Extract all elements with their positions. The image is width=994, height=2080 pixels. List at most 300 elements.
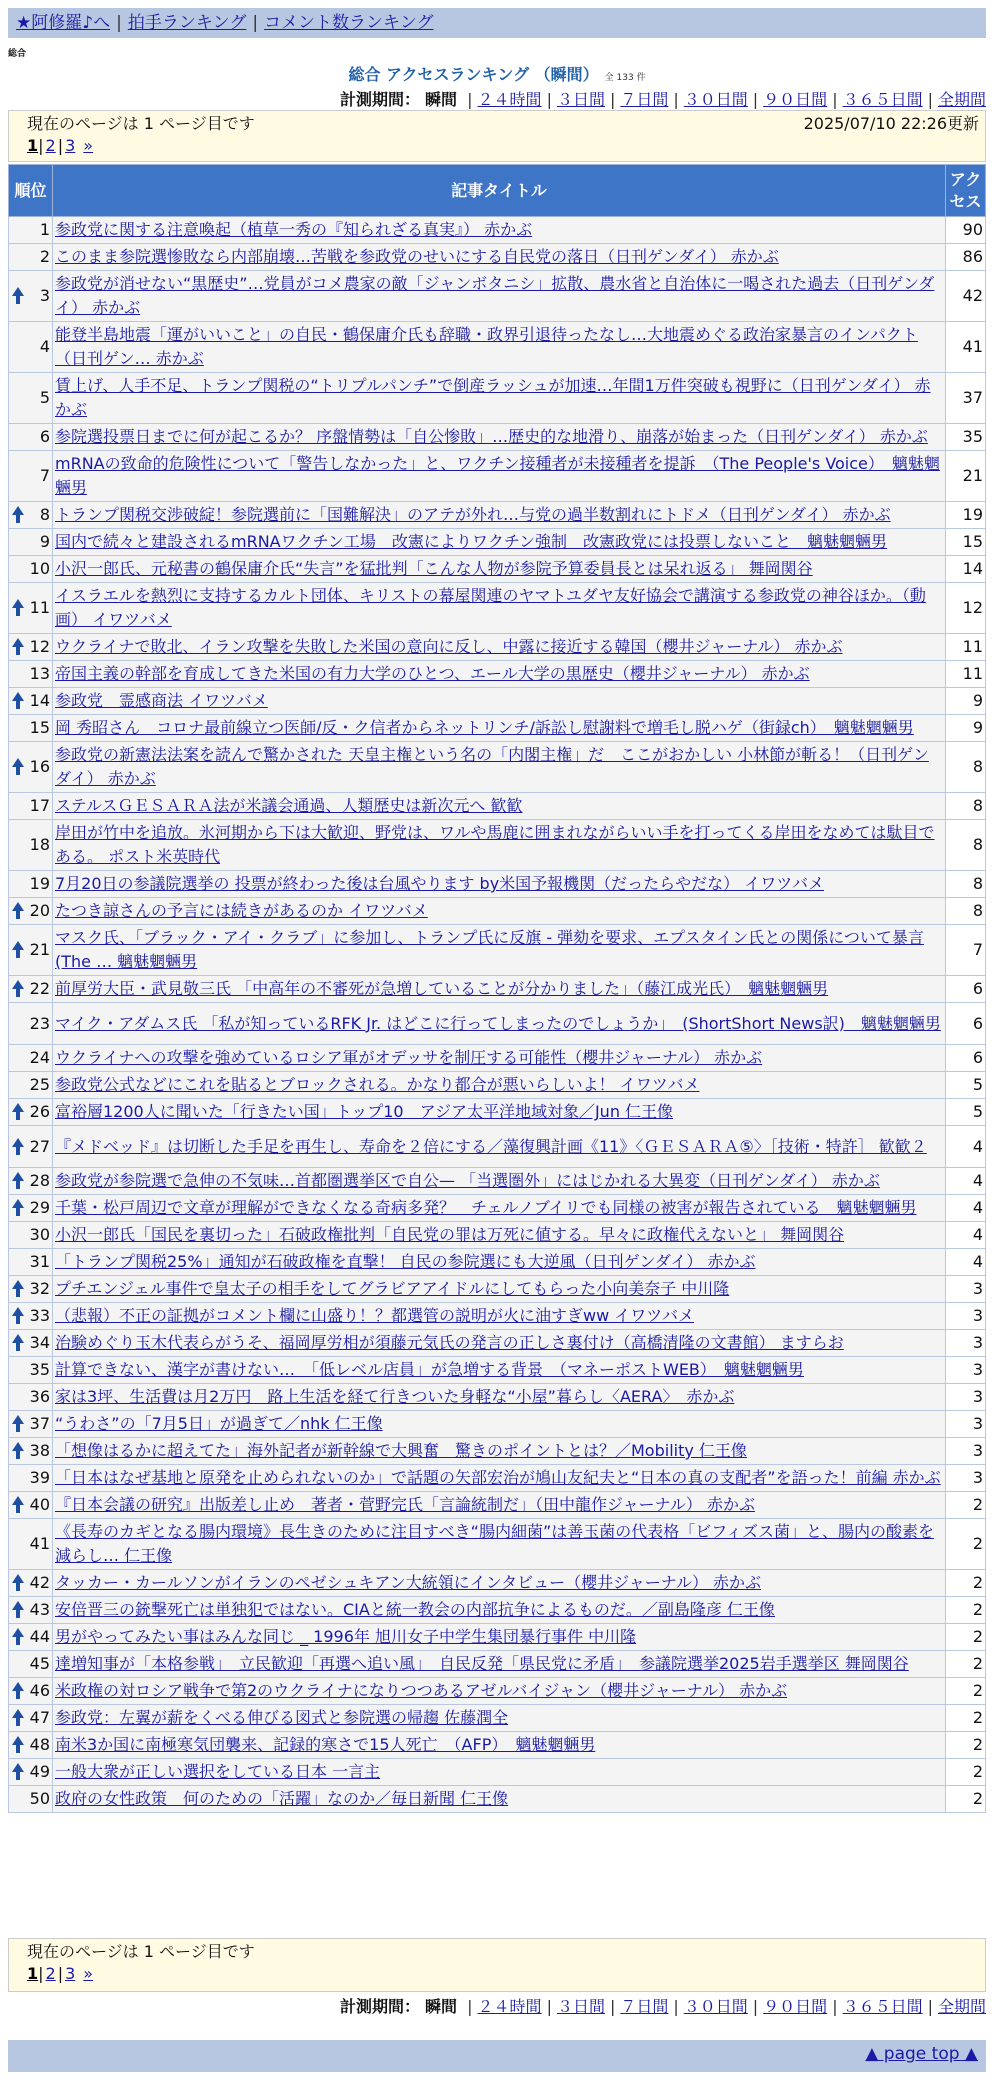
rank-number: 32	[29, 1279, 50, 1298]
rank-number: 11	[29, 598, 50, 617]
page-info-box	[8, 110, 986, 162]
rank-number: 10	[29, 559, 50, 578]
access-count: 4	[946, 1222, 986, 1249]
rank-cell	[9, 715, 53, 742]
rank-up-arrow-icon	[12, 1103, 24, 1121]
rank-cell	[9, 742, 53, 793]
access-count: 2	[946, 1705, 986, 1732]
title-cell	[53, 583, 946, 634]
rank-up-arrow-icon	[12, 599, 24, 617]
title-cell	[53, 1072, 946, 1099]
article-link[interactable]: 『日本会議の研究』出版差し止め 著者・菅野完氏「言論統制だ」（田中龍作ジャーナル） 赤かぶ	[55, 1495, 755, 1514]
rank-number: 34	[29, 1333, 50, 1352]
rank-number: 27	[29, 1136, 50, 1156]
page-title-text: 総合 アクセスランキング （瞬間）	[348, 65, 599, 84]
article-link[interactable]: 千葉・松戸周辺で文章が理解ができなくなる奇病多発？ チェルノブイリでも同様の被害が報告されている 魑魅魍魎男	[55, 1198, 917, 1217]
rank-number: 40	[29, 1495, 50, 1514]
title-cell	[53, 634, 946, 661]
article-link[interactable]: 一般大衆が正しい選択をしている日本 一言主	[55, 1762, 381, 1781]
table-row	[9, 742, 986, 793]
article-link[interactable]: トランプ関税交渉破綻！参院選前に「国難解決」のアテが外れ…与党の過半数割れにトドメ（日刊ゲンダイ） 赤かぶ	[55, 505, 891, 524]
title-cell	[53, 820, 946, 871]
rank-cell	[9, 1438, 53, 1465]
table-row	[9, 556, 986, 583]
rank-up-arrow-icon	[12, 1138, 24, 1156]
table-row	[9, 244, 986, 271]
access-count: 8	[946, 793, 986, 820]
access-count: 8	[946, 820, 986, 871]
rank-number: 42	[29, 1573, 50, 1592]
table-row	[9, 1222, 986, 1249]
rank-number: 46	[29, 1681, 50, 1700]
rank-up-arrow-icon	[12, 1442, 24, 1460]
article-link[interactable]: 《長寿のカギとなる腸内環境》長生きのために注目すべき“腸内細菌”は善玉菌の代表格「ビフィズス菌」と、腸内の酸素を減らし… 仁王像	[55, 1522, 934, 1565]
period-separator: |	[546, 1997, 552, 2016]
table-row	[9, 1126, 986, 1168]
article-link[interactable]: 参政党に関する注意喚起（植草一秀の『知られざる真実』） 赤かぶ	[55, 220, 533, 239]
title-cell	[53, 1465, 946, 1492]
article-link[interactable]: 「想像はるかに超えてた」海外記者が新幹線で大興奮 驚きのポイントとは？／Mobility 仁王像	[55, 1441, 747, 1460]
rank-header: 順位	[9, 165, 53, 217]
pager-separator: |	[57, 1964, 64, 1983]
rank-up-arrow-icon	[12, 1280, 24, 1298]
rank-cell	[9, 1384, 53, 1411]
table-row	[9, 1330, 986, 1357]
rank-cell	[9, 871, 53, 898]
article-link[interactable]: このまま参院選惨敗なら内部崩壊…苦戦を参政党のせいにする自民党の落日（日刊ゲンダイ） 赤かぶ	[55, 247, 779, 266]
rank-cell	[9, 1465, 53, 1492]
period-separator: |	[673, 90, 679, 109]
access-count: 2	[946, 1732, 986, 1759]
article-link[interactable]: （悲報）不正の証拠がコメント欄に山盛り！？都選管の説明が火に油すぎww イワツバメ	[55, 1306, 694, 1325]
rank-number: 23	[29, 1013, 50, 1033]
article-link[interactable]: “うわさ”の「7月5日」が過ぎて／nhk 仁王像	[55, 1414, 383, 1433]
article-link[interactable]: 治験めぐり玉木代表らがうそ、福岡厚労相が須藤元気氏の発言の正しさ裏付け（高橋清隆の文書館） ますらお	[55, 1333, 844, 1352]
title-cell	[53, 1411, 946, 1438]
rank-cell	[9, 820, 53, 871]
rank-cell	[9, 1705, 53, 1732]
article-link[interactable]: 賃上げ、人手不足、トランプ関税の“トリプルパンチ”で倒産ラッシュが加速…年間1万件突破も視野に（日刊ゲンダイ） 赤かぶ	[55, 376, 931, 419]
title-cell	[53, 424, 946, 451]
page-link-3[interactable]: 3	[65, 1964, 76, 1983]
table-row	[9, 1438, 986, 1465]
rank-cell	[9, 556, 53, 583]
article-link[interactable]: 政府の女性政策 何のための「活躍」なのか／毎日新聞 仁王像	[55, 1789, 509, 1808]
article-link[interactable]: 安倍晋三の銃撃死亡は単独犯ではない。CIAと統一教会の内部抗争によるものだ。／副島隆彦 仁王像	[55, 1600, 775, 1619]
pager-separator: |	[38, 136, 44, 155]
rank-up-arrow-icon	[12, 941, 24, 959]
rank-up-arrow-icon	[12, 1763, 24, 1781]
rank-cell	[9, 217, 53, 244]
article-link[interactable]: 『メドベッド』は切断した手足を再生し、寿命を２倍にする／藻復興計画《11》〈ＧＥＳＡＲＡ⑤〉［技術・特許］ 歓歓２	[55, 1136, 927, 1156]
access-count: 6	[946, 976, 986, 1003]
rank-number: 49	[29, 1762, 50, 1781]
title-cell	[53, 1492, 946, 1519]
title-cell	[53, 502, 946, 529]
article-link[interactable]: 参政党の新憲法法案を読んで驚かされた 天皇主権という名の「内閣主権」だ ここがおかしい 小林節が斬る！（日刊ゲンダイ） 赤かぶ	[55, 745, 929, 788]
period-selector	[340, 87, 986, 110]
table-row	[9, 529, 986, 556]
rank-number: 1	[39, 220, 50, 239]
rank-cell	[9, 1126, 53, 1168]
title-cell	[53, 1249, 946, 1276]
access-count: 4	[946, 1195, 986, 1222]
rank-cell	[9, 661, 53, 688]
access-count: 12	[946, 583, 986, 634]
title-cell	[53, 1705, 946, 1732]
article-link[interactable]: 参政党：左翼が薪をくべる伸びる図式と参院選の帰趨 佐藤潤全	[55, 1708, 509, 1727]
title-cell	[53, 1303, 946, 1330]
period-link-2[interactable]: ７日間	[620, 90, 669, 109]
title-cell	[53, 1678, 946, 1705]
access-count: 7	[946, 925, 986, 976]
rank-number: 19	[29, 874, 50, 893]
article-link[interactable]: マイク・アダムス氏 「私が知っているRFK Jr. はどこに行ってしまったのでしょうか」 (ShortShort News訳) 魑魅魍魎男	[55, 1013, 941, 1033]
title-cell	[53, 1276, 946, 1303]
comment-ranking-link[interactable]: コメント数ランキング	[264, 13, 434, 33]
article-link[interactable]: 参政党が参院選で急伸の不気味…首都圏選挙区で自公— 「当選圏外」にはじかれる大異変（日刊ゲンダイ） 赤かぶ	[55, 1171, 880, 1190]
access-count: 3	[946, 1357, 986, 1384]
article-link[interactable]: 小沢一郎氏、元秘書の鶴保庸介氏“失言”を猛批判「こんな人物が参院予算委員長とは呆れ返る」 舞岡関谷	[55, 559, 813, 578]
period-link-4[interactable]: ９０日間	[763, 90, 828, 109]
pager-bottom	[27, 1963, 967, 1985]
rank-number: 18	[29, 835, 50, 854]
rank-number: 14	[29, 691, 50, 710]
rank-cell	[9, 1786, 53, 1813]
title-cell	[53, 793, 946, 820]
updated-timestamp: 2025/07/10 22:26更新	[803, 114, 979, 133]
period-separator: |	[927, 90, 933, 109]
category-label: 総合	[8, 49, 27, 59]
title-cell	[53, 1624, 946, 1651]
access-count: 3	[946, 1303, 986, 1330]
access-header: アクセス	[946, 165, 986, 217]
article-link[interactable]: 家は3坪、生活費は月2万円 路上生活を経て行きついた身軽な“小屋”暮らし〈AERA〉 赤かぶ	[55, 1387, 735, 1406]
article-link[interactable]: ウクライナへの攻撃を強めているロシア軍がオデッサを制圧する可能性（櫻井ジャーナル） 赤かぶ	[55, 1048, 763, 1067]
article-link[interactable]: プチエンジェル事件で皇太子の相手をしてグラビアアイドルにしてもらった小向美奈子 中川隆	[55, 1279, 730, 1298]
rank-cell	[9, 1519, 53, 1570]
access-count: 15	[946, 529, 986, 556]
rank-number: 38	[29, 1441, 50, 1460]
rank-number: 4	[39, 337, 50, 356]
access-count: 5	[946, 1099, 986, 1126]
rank-number: 24	[29, 1048, 50, 1067]
table-row	[9, 1678, 986, 1705]
table-row	[9, 1786, 986, 1813]
article-link[interactable]: マスク氏、「ブラック・アイ・クラブ」に参加し、トランプ氏に反旗 - 弾劾を要求、エプスタイン氏との関係について暴言(The … 魑魅魍魎男	[55, 928, 924, 971]
rank-cell	[9, 1678, 53, 1705]
article-link[interactable]: 南米3か国に南極寒気団襲来、記録的寒さで15人死亡 （AFP） 魑魅魍魎男	[55, 1735, 596, 1754]
rank-up-arrow-icon	[12, 1574, 24, 1592]
title-cell	[53, 1357, 946, 1384]
title-cell	[53, 1222, 946, 1249]
rank-cell	[9, 373, 53, 424]
period-link-3[interactable]: ３０日間	[683, 90, 748, 109]
table-row	[9, 661, 986, 688]
page-link-2[interactable]: 2	[45, 136, 56, 155]
article-link[interactable]: mRNAの致命的危険性について「警告しなかった」と、ワクチン接種者が未接種者を提訴 （The People's Voice） 魑魅魍魎男	[55, 454, 940, 497]
access-count: 3	[946, 1411, 986, 1438]
table-row	[9, 1384, 986, 1411]
table-row	[9, 715, 986, 742]
title-cell	[53, 322, 946, 373]
rank-number: 39	[29, 1468, 50, 1487]
rank-up-arrow-icon	[12, 1334, 24, 1352]
rank-number: 12	[29, 637, 50, 656]
access-count: 41	[946, 322, 986, 373]
rank-number: 36	[29, 1387, 50, 1406]
period-label: 計測期間：	[339, 90, 420, 109]
clap-ranking-link[interactable]: 拍手ランキング	[127, 13, 247, 33]
table-row	[9, 1357, 986, 1384]
article-link[interactable]: 国内で続々と建設されるmRNAワクチン工場 改憲によりワクチン強制 改憲政党には投票しないこと 魑魅魍魎男	[55, 532, 888, 551]
period-link-1[interactable]: ３日間	[556, 90, 605, 109]
access-count: 6	[946, 1003, 986, 1045]
page-info-text: 現在のページは 1 ページ目です	[27, 114, 255, 133]
access-count: 2	[946, 1597, 986, 1624]
access-count: 19	[946, 502, 986, 529]
table-row	[9, 1045, 986, 1072]
table-row	[9, 1003, 986, 1045]
period-link-6[interactable]: 全期間	[937, 1997, 986, 2016]
rank-cell	[9, 322, 53, 373]
access-count: 9	[946, 715, 986, 742]
title-cell	[53, 244, 946, 271]
period-separator: |	[609, 90, 616, 109]
access-count: 8	[946, 898, 986, 925]
period-link-3[interactable]: ３０日間	[683, 1997, 748, 2016]
rank-cell	[9, 1045, 53, 1072]
article-link[interactable]: イスラエルを熱烈に支持するカルト団体、キリストの幕屋関連のヤマトユダヤ友好協会で講演する参政党の神谷ほか。（動画） イワツバメ	[55, 586, 926, 629]
title-cell	[53, 451, 946, 502]
period-link-2[interactable]: ７日間	[620, 1997, 669, 2016]
period-link-0[interactable]: ２４時間	[477, 1997, 542, 2016]
table-row	[9, 1597, 986, 1624]
access-count: 3	[946, 1384, 986, 1411]
page-top-link[interactable]: ▲ page top ▲	[865, 2044, 978, 2064]
home-link[interactable]: ★阿修羅♪へ	[16, 13, 111, 33]
article-link[interactable]: 米政権の対ロシア戦争で第2のウクライナになりつつあるアゼルバイジャン（櫻井ジャーナル） 赤かぶ	[55, 1681, 788, 1700]
rank-number: 6	[39, 427, 50, 446]
rank-up-arrow-icon	[12, 980, 24, 998]
period-label: 計測期間：	[339, 1997, 420, 2016]
table-row	[9, 1705, 986, 1732]
ranking-table	[8, 164, 986, 1813]
table-row	[9, 1168, 986, 1195]
title-cell	[53, 1570, 946, 1597]
rank-cell	[9, 1168, 53, 1195]
article-link[interactable]: 参政党公式などにこれを貼るとブロックされる。かなり都合が悪いらしいよ！ イワツバメ	[55, 1075, 700, 1094]
rank-number: 5	[39, 388, 50, 407]
bottom-bar	[8, 2040, 986, 2072]
rank-number: 9	[39, 532, 50, 551]
table-row	[9, 271, 986, 322]
article-link[interactable]: 帝国主義の幹部を育成してきた米国の有力大学のひとつ、エール大学の黒歴史（櫻井ジャーナル） 赤かぶ	[55, 664, 810, 683]
table-row	[9, 1249, 986, 1276]
article-link[interactable]: 参政党が消せない“黒歴史”…党員がコメ農家の敵「ジャンボタニシ」拡散、農水省と自治体に一喝された過去（日刊ゲンダイ） 赤かぶ	[55, 274, 935, 317]
title-cell	[53, 661, 946, 688]
article-link[interactable]: 小沢一郎氏「国民を裏切った」石破政権批判「自民党の罪は万死に値する。早々に政権代えないと」 舞岡関谷	[55, 1225, 845, 1244]
next-page-link[interactable]: »	[83, 136, 94, 155]
rank-cell	[9, 244, 53, 271]
rank-number: 26	[29, 1102, 50, 1121]
access-count: 6	[946, 1045, 986, 1072]
rank-number: 25	[29, 1075, 50, 1094]
period-separator: |	[927, 1997, 933, 2016]
rank-cell	[9, 529, 53, 556]
title-cell	[53, 1099, 946, 1126]
rank-cell	[9, 634, 53, 661]
rank-number: 35	[29, 1360, 50, 1379]
access-count: 5	[946, 1072, 986, 1099]
title-cell	[53, 1045, 946, 1072]
rank-cell	[9, 451, 53, 502]
article-link[interactable]: 能登半島地震「運がいいこと」の自民・鶴保庸介氏も辞職・政界引退待ったなし…大地震めぐる政治家暴言のインパクト（日刊ゲン… 赤かぶ	[55, 325, 918, 368]
title-cell	[53, 688, 946, 715]
access-count: 2	[946, 1624, 986, 1651]
page-link-1: 1	[27, 136, 39, 155]
table-row	[9, 424, 986, 451]
page-link-2[interactable]: 2	[45, 1964, 56, 1983]
rank-number: 45	[29, 1654, 50, 1673]
pager-separator: |	[38, 1964, 44, 1983]
top-nav-bar	[8, 8, 986, 38]
period-separator: |	[832, 1997, 838, 2016]
nav-separator: |	[116, 13, 122, 33]
article-link[interactable]: 7月20日の参議院選挙の 投票が終わった後は台風やります by米国予報機関（だったらやだな） イワツバメ	[55, 874, 824, 893]
rank-cell	[9, 1099, 53, 1126]
page-info-box-bottom	[8, 1938, 986, 1992]
rank-cell	[9, 424, 53, 451]
table-row	[9, 820, 986, 871]
article-link[interactable]: タッカー・カールソンがイランのペゼシュキアン大統領にインタビュー（櫻井ジャーナル） 赤かぶ	[55, 1573, 762, 1592]
rank-cell	[9, 1303, 53, 1330]
rank-number: 7	[39, 466, 50, 485]
rank-number: 48	[29, 1735, 50, 1754]
article-link[interactable]: 岡 秀昭さん コロナ最前線立つ医師/反・ク信者からネットリンチ/訴訟し慰謝料で増毛し脱ハゲ（街録ch） 魑魅魍魎男	[55, 718, 914, 737]
access-count: 4	[946, 1168, 986, 1195]
period-link-0[interactable]: ２４時間	[477, 90, 542, 109]
title-header: 記事タイトル	[53, 165, 946, 217]
rank-cell	[9, 1003, 53, 1045]
article-link[interactable]: 前厚労大臣・武見敬三氏 「中高年の不審死が急増していることが分かりました」（藤江成光氏） 魑魅魍魎男	[55, 979, 829, 998]
rank-number: 15	[29, 718, 50, 737]
period-separator: |	[609, 1997, 616, 2016]
rank-number: 17	[29, 796, 50, 815]
rank-cell	[9, 925, 53, 976]
access-count: 9	[946, 688, 986, 715]
rank-up-arrow-icon	[12, 287, 24, 305]
article-link[interactable]: ステルスＧＥＳＡＲＡ法が米議会通過、人類歴史は新次元へ 歓歓	[55, 796, 523, 815]
article-link[interactable]: 男がやってみたい事はみんな同じ _ 1996年 旭川女子中学生集団暴行事件 中川隆	[55, 1627, 637, 1646]
rank-cell	[9, 793, 53, 820]
rank-cell	[9, 976, 53, 1003]
article-link[interactable]: 岸田が竹中を追放。氷河期から下は大歓迎、野党は、ワルや馬鹿に囲まれながらいい手を打ってくる岸田をなめては駄目である。 ポスト米英時代	[55, 823, 935, 866]
table-row	[9, 793, 986, 820]
access-count: 37	[946, 373, 986, 424]
page-link-3[interactable]: 3	[65, 136, 76, 155]
article-link[interactable]: 参政党 霊感商法 イワツバメ	[55, 691, 268, 710]
rank-up-arrow-icon	[12, 1307, 24, 1325]
rank-cell	[9, 898, 53, 925]
total-count: 全 133 件	[604, 73, 646, 83]
rank-number: 30	[29, 1225, 50, 1244]
rank-up-arrow-icon	[12, 1172, 24, 1190]
table-row	[9, 1072, 986, 1099]
access-count: 2	[946, 1651, 986, 1678]
table-row	[9, 1492, 986, 1519]
title-cell	[53, 373, 946, 424]
period-separator: |	[546, 90, 552, 109]
rank-cell	[9, 688, 53, 715]
access-count: 2	[946, 1570, 986, 1597]
table-row	[9, 217, 986, 244]
period-separator: |	[752, 1997, 759, 2016]
pager	[27, 135, 967, 157]
next-page-link[interactable]: »	[83, 1964, 94, 1983]
access-count: 11	[946, 634, 986, 661]
period-separator: |	[673, 1997, 679, 2016]
table-row	[9, 583, 986, 634]
period-separator: |	[752, 90, 759, 109]
article-link[interactable]: 参院選投票日までに何が起こるか？ 序盤情勢は「自公惨敗」…歴史的な地滑り、崩落が始まった（日刊ゲンダイ） 赤かぶ	[55, 427, 928, 446]
page-link-1: 1	[27, 1964, 39, 1983]
title-cell	[53, 1759, 946, 1786]
article-link[interactable]: 「トランプ関税25%」通知が石破政権を直撃！ 自民の参院選にも大逆風（日刊ゲンダイ） 赤かぶ	[55, 1252, 756, 1271]
period-current: 瞬間	[425, 90, 458, 109]
title-cell	[53, 529, 946, 556]
article-link[interactable]: 計算できない、漢字が書けない… 「低レベル店員」が急増する背景 （マネーポストWEB） 魑魅魍魎男	[55, 1360, 804, 1379]
period-current: 瞬間	[425, 1997, 458, 2016]
rank-cell	[9, 502, 53, 529]
table-row	[9, 925, 986, 976]
rank-number: 21	[29, 940, 50, 959]
article-link[interactable]: 富裕層1200人に聞いた「行きたい国」トップ10 アジア太平洋地域対象／Jun 仁王像	[55, 1102, 674, 1121]
rank-up-arrow-icon	[12, 638, 24, 656]
rank-number: 31	[29, 1252, 50, 1271]
rank-cell	[9, 1570, 53, 1597]
period-link-1[interactable]: ３日間	[556, 1997, 605, 2016]
article-link[interactable]: 「日本はなぜ基地と原発を止められないのか」で話題の矢部宏治が鳩山友紀夫と“日本の真の支配者”を語った！前編 赤かぶ	[55, 1468, 941, 1487]
rank-number: 8	[39, 505, 50, 524]
table-row	[9, 1732, 986, 1759]
article-link[interactable]: 達増知事が「本格参戦」 立民歓迎「再選へ追い風」 自民反発「県民党に矛盾」 参議院選挙2025岩手選挙区 舞岡関谷	[55, 1654, 909, 1673]
rank-cell	[9, 1597, 53, 1624]
period-link-4[interactable]: ９０日間	[763, 1997, 828, 2016]
article-link[interactable]: ウクライナで敗北、イラン攻撃を失敗した米国の意向に反し、中露に接近する韓国（櫻井ジャーナル） 赤かぶ	[55, 637, 843, 656]
table-row	[9, 688, 986, 715]
article-link[interactable]: たつき諒さんの予言には続きがあるのか イワツバメ	[55, 901, 428, 920]
rank-up-arrow-icon	[12, 1682, 24, 1700]
access-count: 3	[946, 1465, 986, 1492]
rank-number: 3	[39, 286, 50, 305]
period-separator: |	[467, 90, 473, 109]
period-link-5[interactable]: ３６５日間	[842, 90, 923, 109]
period-link-5[interactable]: ３６５日間	[842, 1997, 923, 2016]
title-cell	[53, 1732, 946, 1759]
rank-cell	[9, 583, 53, 634]
access-count: 3	[946, 1330, 986, 1357]
table-row	[9, 1465, 986, 1492]
page-info-text: 現在のページは 1 ページ目です	[27, 1942, 255, 1961]
title-cell	[53, 1330, 946, 1357]
pager-separator: |	[57, 136, 64, 155]
period-link-6[interactable]: 全期間	[937, 90, 986, 109]
table-row	[9, 871, 986, 898]
title-cell	[53, 1126, 946, 1168]
rank-number: 41	[29, 1534, 50, 1553]
nav-separator: |	[252, 13, 259, 33]
